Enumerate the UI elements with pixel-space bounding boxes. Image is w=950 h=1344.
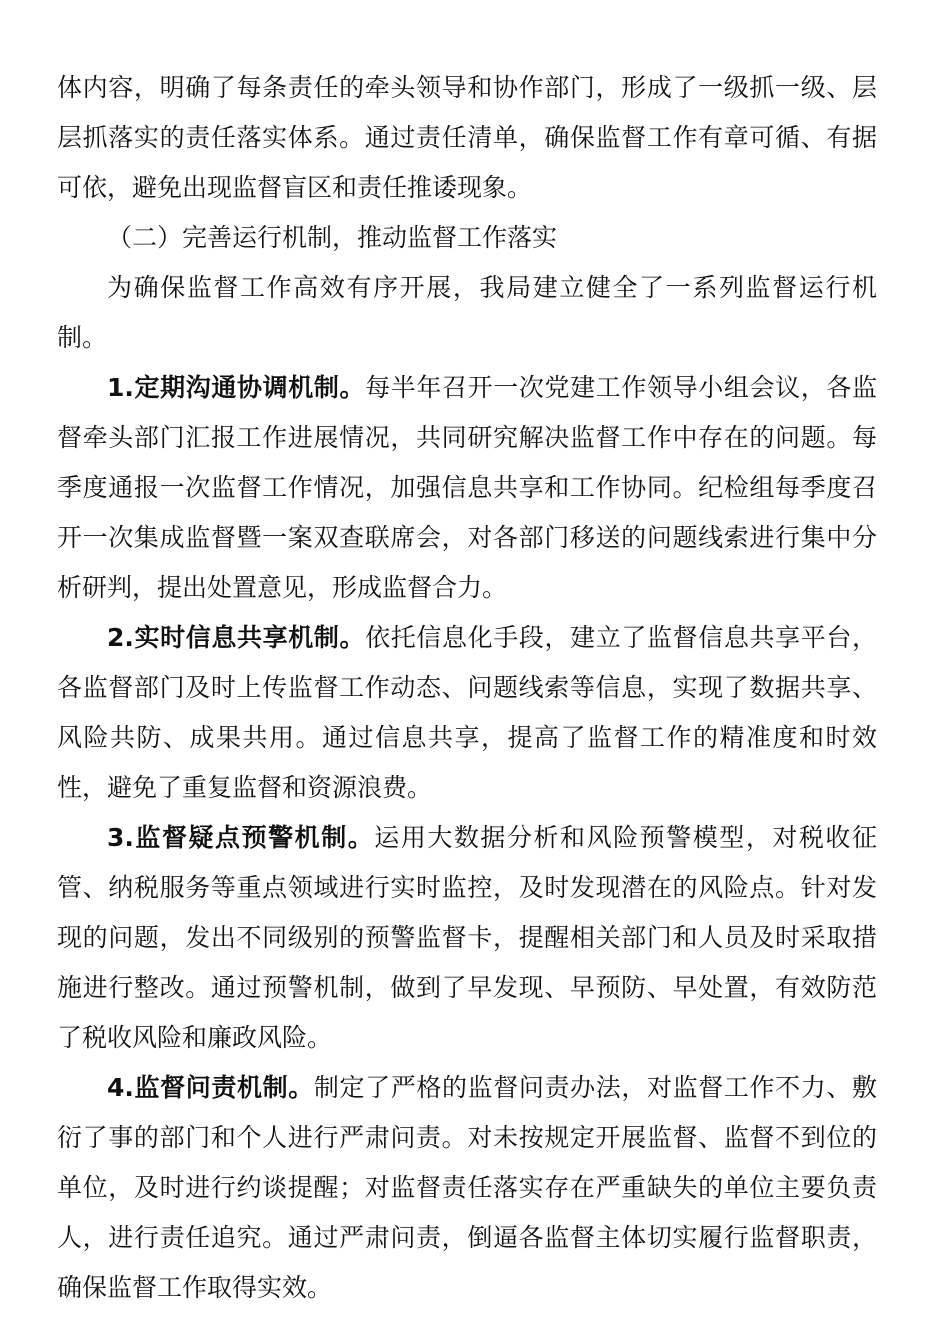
paragraph-lead: 2.实时信息共享机制。: [107, 623, 366, 652]
paragraph-text: 为确保监督工作高效有序开展，我局建立健全了一系列监督运行机制。: [57, 273, 877, 352]
section-heading-text: （二）完善运行机制，推动监督工作落实: [107, 223, 558, 252]
paragraph-mechanism-1: [57, 363, 877, 613]
paragraph-mechanism-4: [57, 1063, 877, 1313]
paragraph-text: 制定了严格的监督问责办法，对监督工作不力、敷衍了事的部门和个人进行严肃问责。对未按规定开展监督、监督不到位的单位，及时进行约谈提醒；对监督责任落实存在严重缺失的单位主要负责人，进行责任追究。通过严肃问责，倒逼各监督主体切实履行监督职责，确保监督工作取得实效。: [57, 1073, 877, 1302]
paragraph-text: 运用大数据分析和风险预警模型，对税收征管、纳税服务等重点领域进行实时监控，及时发现潜在的风险点。针对发现的问题，发出不同级别的预警监督卡，提醒相关部门和人员及时采取措施进行整改。通过预警机制，做到了早发现、早预防、早处置，有效防范了税收风险和廉政风险。: [57, 823, 877, 1052]
paragraph-mechanism-2: [57, 613, 877, 813]
paragraph-text: 依托信息化手段，建立了监督信息共享平台，各监督部门及时上传监督工作动态、问题线索等信息，实现了数据共享、风险共防、成果共用。通过信息共享，提高了监督工作的精准度和时效性，避免了重复监督和资源浪费。: [57, 623, 877, 802]
section-heading: [57, 213, 877, 263]
paragraph-lead: 3.监督疑点预警机制。: [107, 823, 375, 852]
paragraph-lead: 4.监督问责机制。: [107, 1073, 314, 1102]
paragraph-intro: [57, 263, 877, 363]
paragraph-mechanism-3: [57, 813, 877, 1063]
paragraph-text: 体内容，明确了每条责任的牵头领导和协作部门，形成了一级抓一级、层层抓落实的责任落实体系。通过责任清单，确保监督工作有章可循、有据可依，避免出现监督盲区和责任推诿现象。: [57, 73, 877, 202]
paragraph-lead: 1.定期沟通协调机制。: [107, 373, 366, 402]
paragraph-text: 每半年召开一次党建工作领导小组会议，各监督牵头部门汇报工作进展情况，共同研究解决监督工作中存在的问题。每季度通报一次监督工作情况，加强信息共享和工作协同。纪检组每季度召开一次集成监督暨一案双查联席会，对各部门移送的问题线索进行集中分析研判，提出处置意见，形成监督合力。: [57, 373, 877, 602]
paragraph-continued: [57, 63, 877, 213]
